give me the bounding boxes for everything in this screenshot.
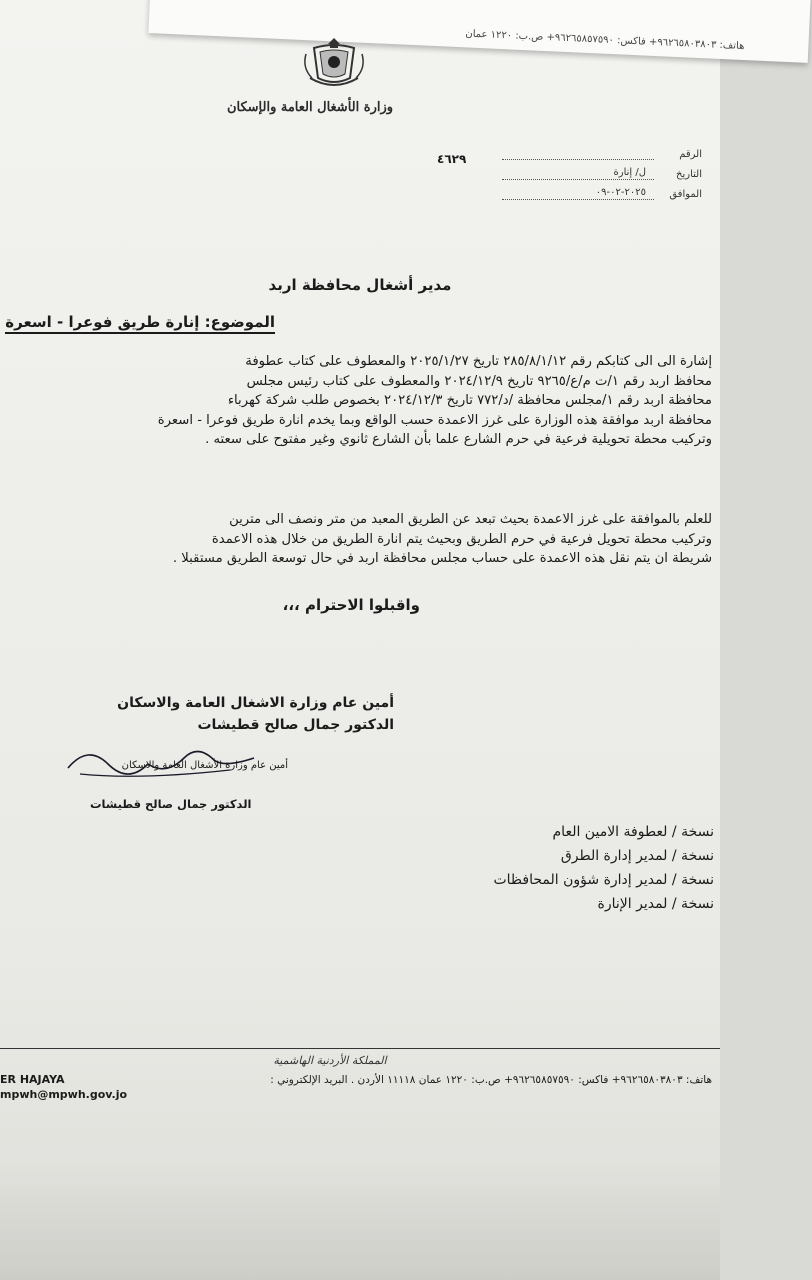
stamp-title: أمين عام وزارة الأشغال العامة والاسكان	[121, 760, 288, 771]
photo-shadow	[0, 1160, 720, 1280]
ministry-name: وزارة الأشغال العامة والإسكان	[226, 100, 394, 115]
body-line: للعلم بالموافقة على غرز الاعمدة بحيث تبعد عن الطريق المعبد من متر ونصف الى مترين	[229, 512, 712, 527]
body-line: محافظ اربد رقم ١/ت م/ع/٩٢٦٥ تاريخ ٢٠٢٤/١٢/٩ والمعطوف على كتاب رئيس مجلس	[246, 373, 712, 389]
jordan-coat-of-arms-icon	[300, 34, 368, 90]
footer-kingdom: المملكة الأردنية الهاشمية	[273, 1054, 387, 1067]
addressee: مدير أشغال محافظة اربد	[268, 276, 452, 294]
closing-phrase: واقبلوا الاحترام ،،،	[282, 596, 420, 614]
footer-contact: هاتف: ٩٦٢٦٥٨٠٣٨٠٣+ فاكس: ٩٦٢٦٥٨٥٧٥٩٠+ ص.ب: ١٢٢٠ عمان ١١١١٨ الأردن . البريد الإلكتروني :	[270, 1074, 712, 1086]
copy-item: نسخة / لعطوفة الامين العام	[552, 824, 714, 840]
copy-item: نسخة / لمدير إدارة الطرق	[560, 848, 714, 864]
meta-label-corresponding: الموافق	[669, 189, 702, 200]
overlapping-sheet-text: هاتف: ٩٦٢٦٥٨٠٣٨٠٣+ فاكس: ٩٦٢٦٥٨٥٧٥٩٠+ ص.ب: ١٢٢٠ عمان	[465, 28, 745, 53]
footer-divider	[0, 1048, 720, 1049]
copy-item: نسخة / لمدير إدارة شؤون المحافظات	[493, 872, 714, 888]
copy-item: نسخة / لمدير الإنارة	[597, 896, 714, 912]
meta-value-corresponding: ٢٠٢٥-٠٢-٠٩	[595, 187, 646, 198]
body-line: وتركيب محطة تحويل فرعية في حرم الطريق وبحيث يتم انارة الطريق من خلال هذه الاعمدة	[211, 531, 712, 547]
body-paragraph-1	[12, 352, 712, 450]
footer-cut-text: ER HAJAYA	[0, 1073, 65, 1086]
copies-list	[354, 820, 714, 916]
meta-row-number	[502, 140, 702, 160]
signatory-title: أمين عام وزارة الاشغال العامة والاسكان	[117, 695, 394, 711]
stamp-name: الدكتور جمال صالح قطيشات	[90, 797, 252, 811]
meta-label-number: الرقم	[679, 149, 702, 160]
subject-line: الموضوع: إنارة طريق فوعرا - اسعرة	[5, 313, 275, 334]
letter-meta	[502, 140, 702, 200]
body-line: محافظة اربد موافقة هذه الوزارة على غرز الاعمدة حسب الواقع وبما يخدم انارة طريق فوعرا - اسعرة	[157, 412, 712, 428]
signatory-name: الدكتور جمال صالح قطيشات	[197, 717, 394, 733]
meta-row-date	[502, 160, 702, 180]
meta-value-date: ل/ إنارة	[613, 167, 646, 178]
meta-row-corresponding	[502, 180, 702, 200]
signatory-block	[117, 692, 394, 736]
body-paragraph-2	[12, 510, 712, 569]
body-line: محافظة اربد رقم ١/مجلس محافظة /د/٧٧٢ تاريخ ٢٠٢٤/١٢/٣ بخصوص طلب شركة كهرباء	[227, 393, 712, 408]
footer-email: mpwh@mpwh.gov.jo	[0, 1088, 128, 1101]
body-line: وتركيب محطة تحويلية فرعية في حرم الشارع علما بأن الشارع ثانوي وغير مفتوح على سعته .	[205, 432, 712, 447]
body-line: شريطة ان يتم نقل هذه الاعمدة على حساب مجلس محافظة اربد في حال توسعة الطريق مستقبلا .	[172, 551, 712, 566]
body-line: إشارة الى الى كتابكم رقم ٢٨٥/٨/١/١٢ تاريخ ٢٠٢٥/١/٢٧ والمعطوف على كتاب عطوفة	[245, 354, 712, 369]
meta-label-date: التاريخ	[676, 169, 702, 180]
reference-number: ٤٦٢٩	[437, 152, 467, 166]
